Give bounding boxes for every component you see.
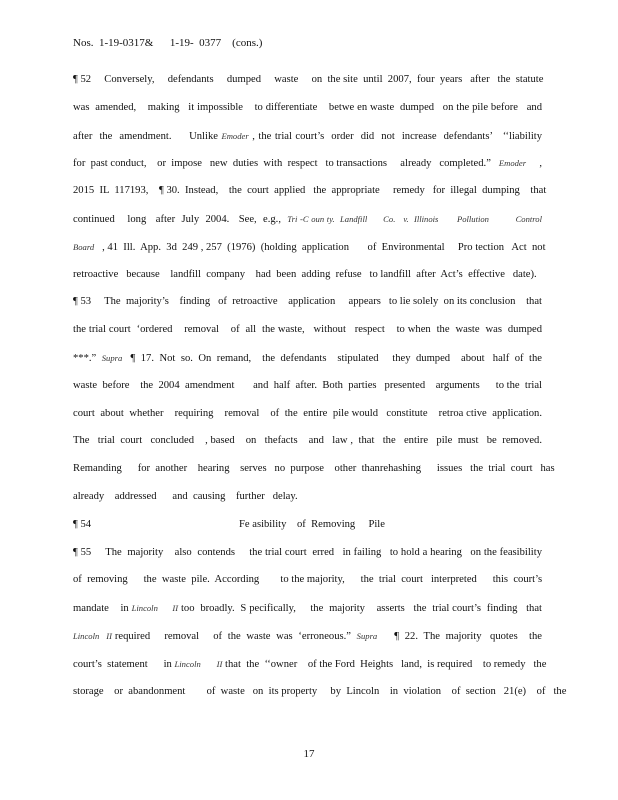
line-text: Remanding for another hearing serves no purpose other thanrehashing issues the trial court has [73,463,555,475]
line-text: storage or abandonment of waste on its property by Lincoln in violation of section 21(e) of the [73,685,567,697]
line-text: , 41 Ill. App. 3d 249 , 257 (1976) (holding application of Environmental Pro tection Act not [94,241,546,253]
italic-citation: II [216,658,223,669]
section-heading-row [73,518,542,532]
line-text: The trial court concluded , based on thefacts and law , that the entire pile must be removed. [73,435,542,447]
text-line [73,101,542,115]
text-line [73,156,542,171]
line-text: for past conduct, or impose new duties with respect to transactions already completed.” [73,158,499,170]
line-text: , [526,158,542,170]
section-heading: Fe asibility of Removing Pile [239,518,385,530]
line-text: continued long after July 2004. See, e.g., [73,214,288,225]
italic-citation: Emoder [221,130,249,141]
text-line [73,685,567,699]
line-text: waste before the 2004 amendment and half after. Both parties presented arguments to the trial [73,379,542,391]
text-line [73,240,546,255]
line-text: ¶ 53 The majority’s finding of retroactive application appears to lie solely on its conclusion that [73,296,542,308]
text-line [73,295,542,309]
italic-citation: Emoder [498,158,527,169]
text-line [73,73,542,87]
line-text: ¶ 52 Conversely, defendants dumped waste on the site until 2007, four years after the statute [73,74,544,85]
line-text: ***.” [73,353,102,364]
italic-citation: Lincoln [174,658,201,669]
text-line [73,546,542,560]
text-line [73,351,542,366]
line-text: too broadly. S pecifically, the majority asserts the trial court’s finding that [178,603,542,615]
text-line [73,379,542,393]
line-text: required removal of the waste was ‘erroneous.” [112,631,357,642]
text-line [73,407,542,421]
line-text: of removing the waste pile. According to the majority, the trial court interpreted this court’s [73,574,543,586]
line-text: already addressed and causing further delay. [73,491,298,502]
text-line [73,323,542,337]
italic-citation: Tri -C oun ty. Landfill Co. v. Illinois Pollution Control [287,214,542,224]
text-line [73,268,542,282]
line-text: , the trial court’s order did not increase defendants’ ‘‘liability [248,130,543,142]
italic-citation: Supra [101,353,123,363]
line-text: after the amendment. Unlike [73,130,222,142]
line-text: the trial court ‘ordered removal of all the waste, without respect to when the waste was dumped [73,324,542,336]
line-text: 2015 IL 117193, ¶ 30. Instead, the court applied the appropriate remedy for illegal dumping that [73,185,547,197]
line-text: court about whether requiring removal of the entire pile would constitute retroa ctive application. [73,407,542,419]
italic-citation: Board [73,241,95,252]
text-line [73,490,542,504]
line-text: retroactive because landfill company had been adding refuse to landfill after Act’s effective date). [73,268,537,280]
text-line [73,601,542,616]
italic-citation: Lincoln II [73,631,113,641]
text-line [73,462,555,476]
line-text: was amended, making it impossible to differentiate betwe en waste dumped on the pile before and [73,101,542,113]
text-line [73,573,542,587]
text-line [73,657,547,672]
page-number: 17 [303,748,315,760]
line-text [158,603,172,614]
italic-citation: Supra [356,631,378,641]
line-text: mandate in [73,603,132,615]
text-line [73,629,542,644]
text-line [73,184,547,198]
italic-citation: Lincoln [131,603,158,614]
italic-citation: II [172,603,179,614]
line-text: ¶ 17. Not so. On remand, the defendants stipulated they dumped about half of the [122,353,542,364]
line-text: ¶ 22. The majority quotes the [377,631,542,642]
text-line [73,434,542,448]
paragraph-number: ¶ 54 [73,518,92,530]
line-text: that the ‘‘owner of the Ford Heights land, is required to remedy the [222,658,547,670]
line-text: ¶ 55 The majority also contends the trial court erred in failing to hold a hearing on the feasibility [73,546,542,558]
text-line [73,129,542,144]
line-text: court’s statement in [73,658,175,670]
case-number-header: Nos. 1-19-0317& 1-19- 0377 (cons.) [73,37,263,49]
text-line [73,212,542,227]
line-text [201,659,217,670]
